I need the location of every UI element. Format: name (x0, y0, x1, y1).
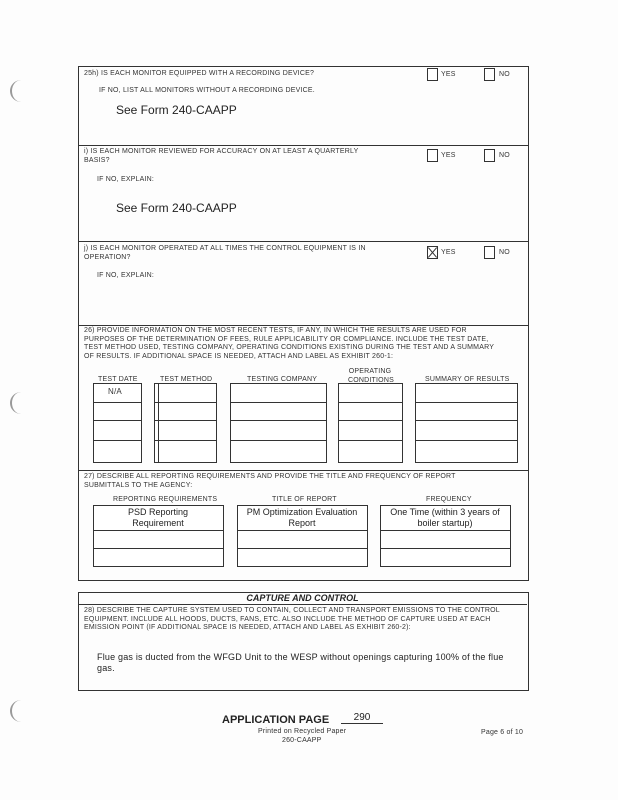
q26-col-test-method-cells[interactable] (154, 383, 217, 463)
row-line (338, 420, 402, 421)
q25h-yes-label: YES (441, 71, 456, 78)
q25h-answer[interactable]: See Form 240-CAAPP (116, 103, 237, 117)
punch-hole-bottom (10, 700, 22, 722)
row-line (230, 420, 326, 421)
q25i-ifno-label: IF NO, EXPLAIN: (97, 176, 155, 183)
q25j-yes-checkbox[interactable] (427, 246, 438, 259)
q25h-ifno-label: IF NO, LIST ALL MONITORS WITHOUT A RECORDING DEVICE. (99, 87, 315, 94)
q25j-ifno-label: IF NO, EXPLAIN: (97, 272, 155, 279)
q26-col-testing-company: TESTING COMPANY (247, 376, 318, 383)
q27-col-requirements: REPORTING REQUIREMENTS (113, 496, 218, 503)
row-line (338, 440, 402, 441)
footer-printed: Printed on Recycled Paper (258, 728, 347, 735)
divider (78, 241, 528, 242)
row-line (415, 402, 517, 403)
q27-question: 27) DESCRIBE ALL REPORTING REQUIREMENTS AND PROVIDE THE TITLE AND FREQUENCY OF REPORT SUBMITTALS TO THE AGENCY: (84, 473, 456, 489)
q26-col-summary: SUMMARY OF RESULTS (425, 376, 510, 383)
divider (78, 470, 528, 471)
q25i-no-checkbox[interactable] (484, 149, 495, 162)
q27-col-frequency: FREQUENCY (426, 496, 472, 503)
col-line (158, 383, 159, 462)
q26-col-test-date: TEST DATE (98, 376, 138, 383)
row-line (380, 530, 510, 531)
capture-heading: CAPTURE AND CONTROL (78, 593, 527, 605)
q25h-question: 25h) IS EACH MONITOR EQUIPPED WITH A RECORDING DEVICE? (84, 70, 315, 77)
q26-col-test-method: TEST METHOD (160, 376, 213, 383)
q26-col-operating-conditions-cells[interactable] (338, 383, 403, 463)
row-line (93, 440, 141, 441)
q25j-question: j) IS EACH MONITOR OPERATED AT ALL TIMES THE CONTROL EQUIPMENT IS IN OPERATION? (84, 245, 366, 261)
q26-question: 26) PROVIDE INFORMATION ON THE MOST RECENT TESTS, IF ANY, IN WHICH THE RESULTS ARE USED FOR PURPOSES OF THE DETERMINATION OF FEES, RULE APPLICABILITY OR COMPLIANCE. INCLUDE THE TEST DATE, TEST METHOD USED, TESTING COMPANY, OPERATING CONDITIONS EXISTING DURING THE TEST AND A SUMMARY OF RESULTS. IF ADDITIONAL SPACE IS NEEDED, ATTACH AND LABEL AS EXHIBIT 260-1: (84, 327, 494, 360)
footer-page-of: Page 6 of 10 (481, 729, 524, 736)
row-line (415, 420, 517, 421)
q26-test-date-value[interactable]: N/A (108, 387, 122, 396)
q27-requirement-value[interactable]: PSD Reporting Requirement (127, 507, 189, 528)
q27-title-value[interactable]: PM Optimization Evaluation Report (246, 507, 358, 528)
footer-app-page-label: APPLICATION PAGE (222, 714, 330, 726)
row-line (415, 440, 517, 441)
punch-hole-middle (10, 392, 22, 414)
row-line (230, 440, 326, 441)
form-frame-upper (78, 66, 529, 581)
q25j-yes-label: YES (441, 249, 456, 256)
q25h-no-checkbox[interactable] (484, 68, 495, 81)
q28-answer[interactable]: Flue gas is ducted from the WFGD Unit to the WESP without openings capturing 100% of the flue gas. (97, 652, 504, 673)
q25i-yes-checkbox[interactable] (427, 149, 438, 162)
q25j-no-label: NO (499, 249, 510, 256)
row-line (237, 548, 367, 549)
row-line (154, 402, 216, 403)
row-line (380, 548, 510, 549)
row-line (338, 402, 402, 403)
q26-col-testing-company-cells[interactable] (230, 383, 327, 463)
q27-frequency-value[interactable]: One Time (within 3 years of boiler startup) (390, 507, 500, 528)
divider (78, 325, 528, 326)
footer-form-id: 260-CAAPP (282, 737, 322, 744)
punch-hole-top (10, 80, 22, 102)
row-line (230, 402, 326, 403)
q28-question: 28) DESCRIBE THE CAPTURE SYSTEM USED TO CONTAIN, COLLECT AND TRANSPORT EMISSIONS TO THE CONTROL EQUIPMENT. INCLUDE ALL HOODS, DUCTS, FANS, ETC. ALSO INCLUDE THE METHOD OF CAPTURE USED AT EACH EMISSION POINT (IF ADDITIONAL SPACE IS NEEDED, ATTACH AND LABEL AS EXHIBIT 260-2): (84, 607, 500, 631)
q25i-question: i) IS EACH MONITOR REVIEWED FOR ACCURACY ON AT LEAST A QUARTERLY BASIS? (84, 148, 359, 164)
q25h-yes-checkbox[interactable] (427, 68, 438, 81)
q26-col-summary-cells[interactable] (415, 383, 518, 463)
row-line (93, 530, 223, 531)
q27-col-title: TITLE OF REPORT (272, 496, 337, 503)
q26-col-operating-conditions: OPERATING CONDITIONS (348, 368, 394, 384)
q25i-no-label: NO (499, 152, 510, 159)
q25i-yes-label: YES (441, 152, 456, 159)
q25j-no-checkbox[interactable] (484, 246, 495, 259)
row-line (93, 402, 141, 403)
q25i-answer[interactable]: See Form 240-CAAPP (116, 201, 237, 215)
divider (78, 145, 528, 146)
row-line (154, 440, 216, 441)
q25h-no-label: NO (499, 71, 510, 78)
row-line (237, 530, 367, 531)
row-line (154, 420, 216, 421)
footer-app-page-number: 290 (341, 712, 383, 724)
row-line (93, 548, 223, 549)
row-line (93, 420, 141, 421)
